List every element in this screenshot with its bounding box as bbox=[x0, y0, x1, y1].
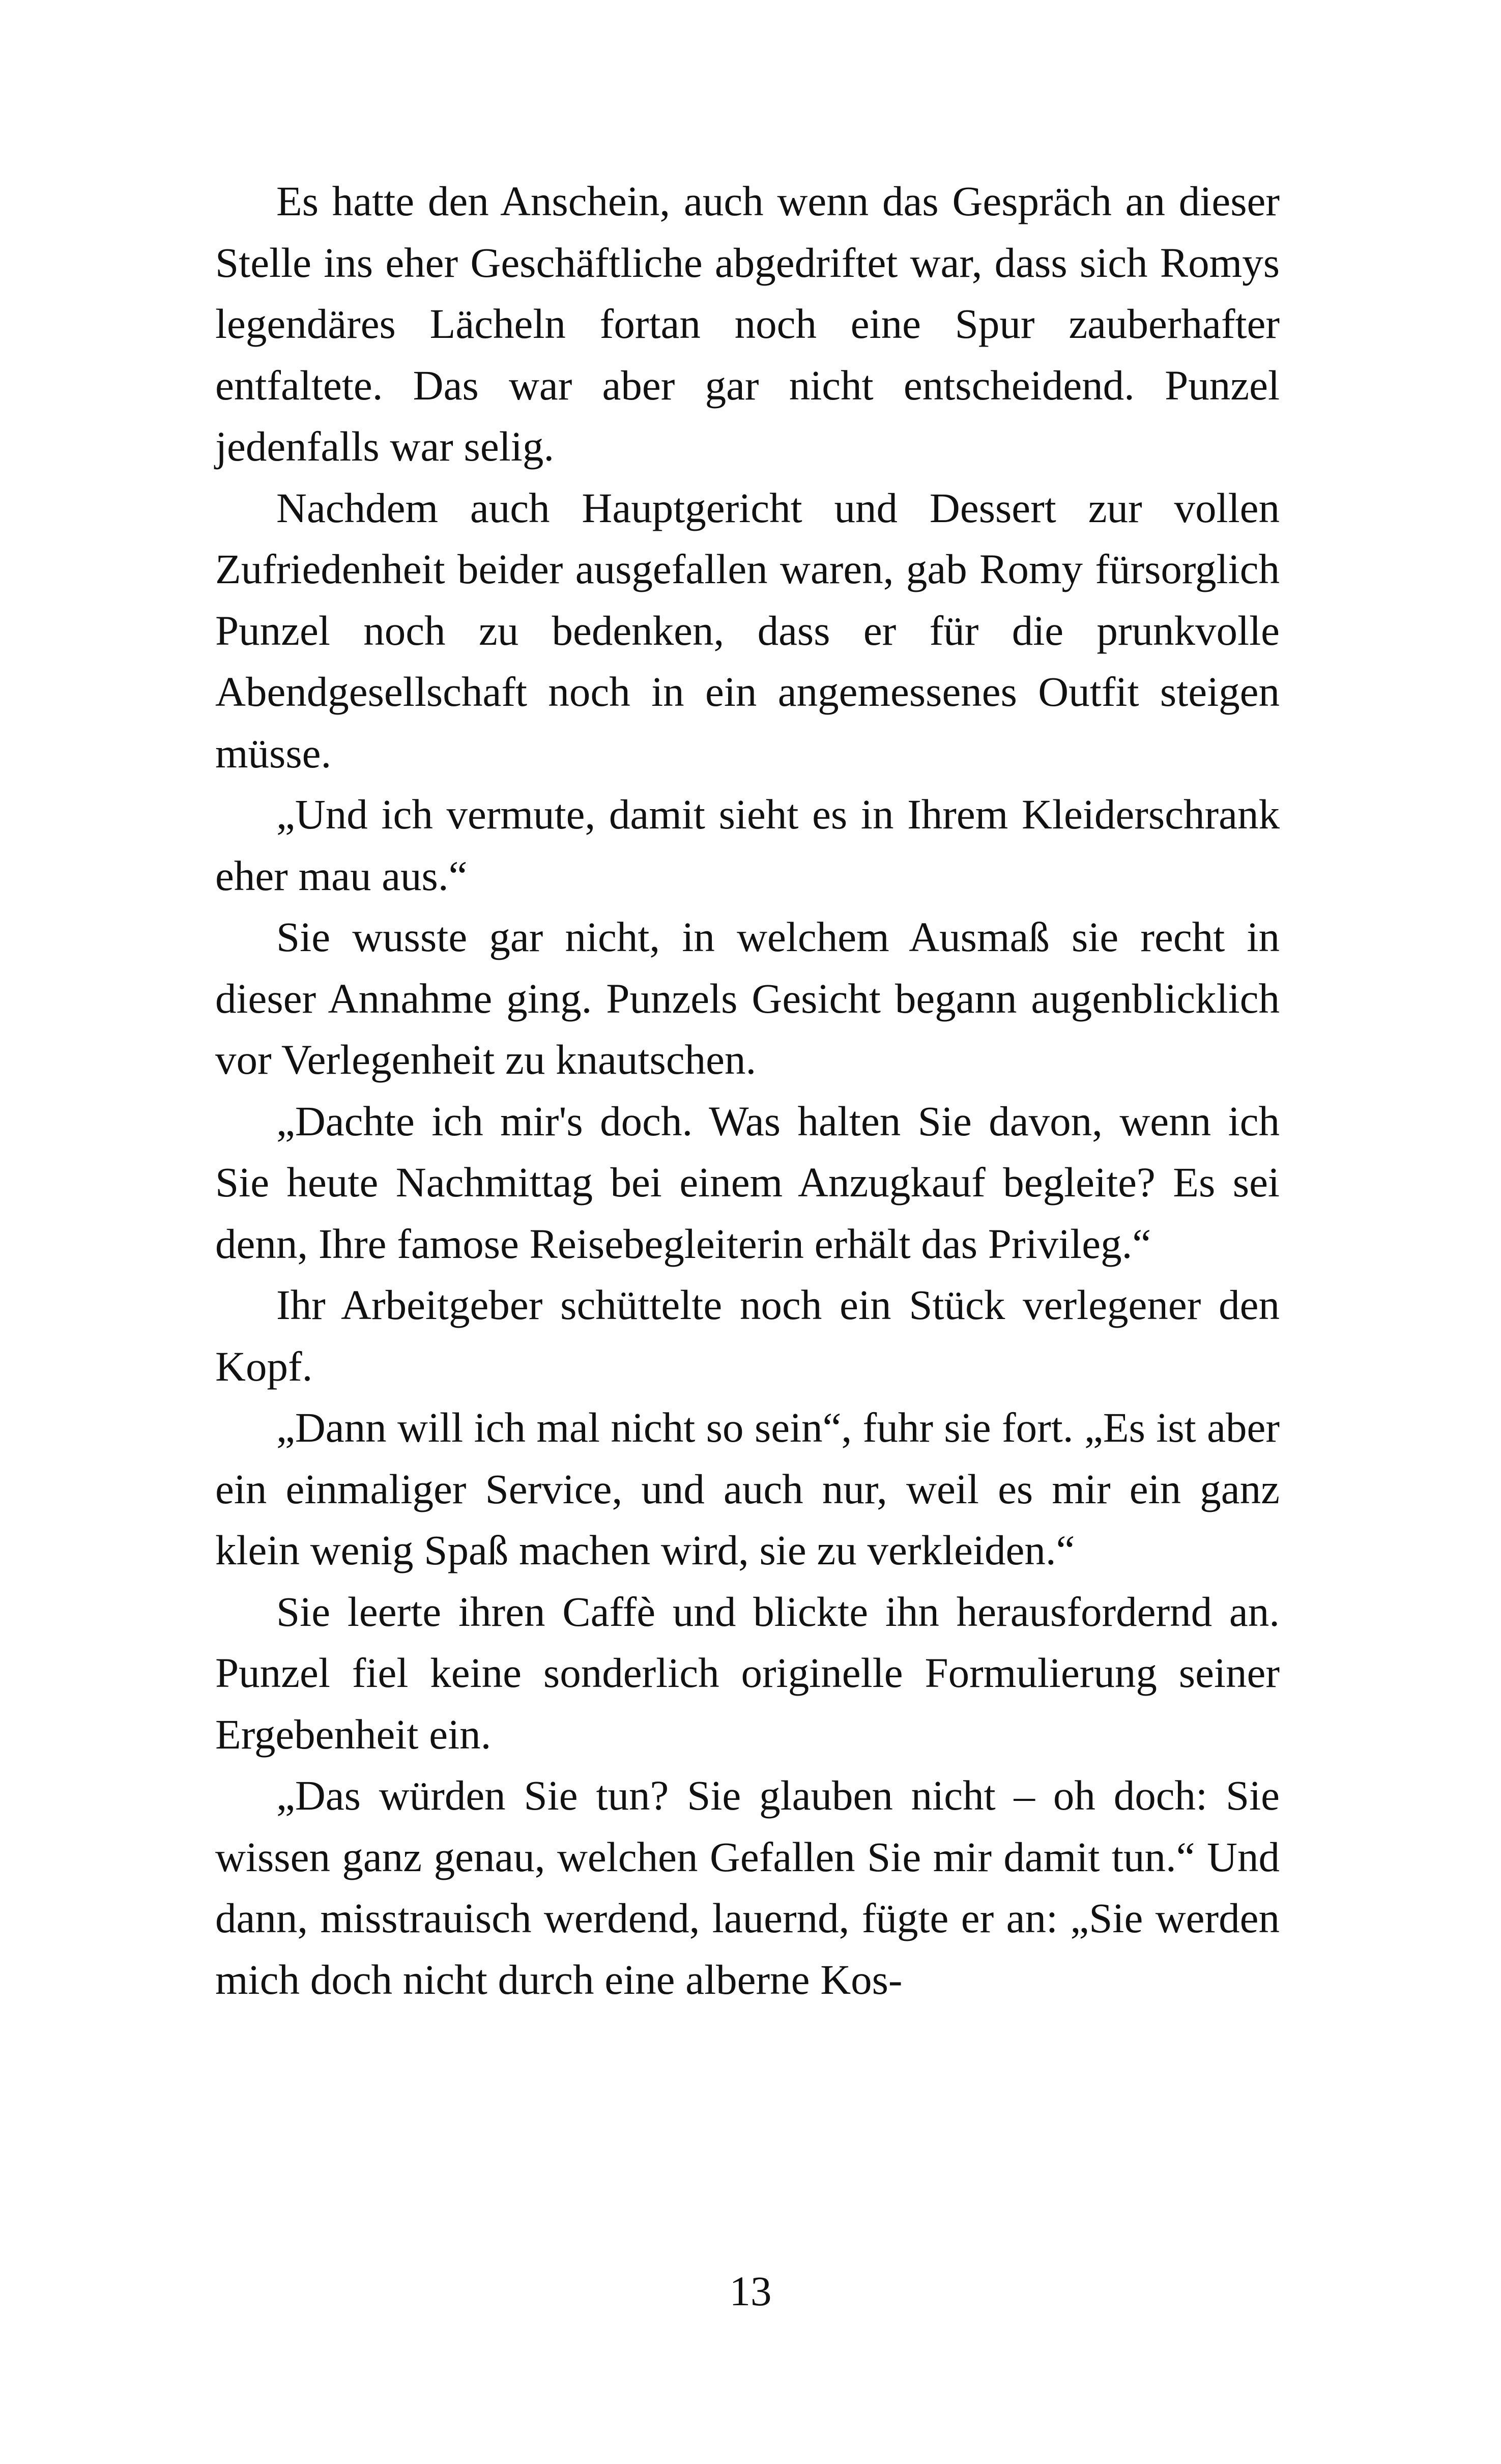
body-text bbox=[215, 170, 1280, 2010]
paragraph: Ihr Arbeitgeber schüttelte noch ein Stück verlegener den Kopf. bbox=[215, 1281, 1280, 1390]
paragraph: Sie wusste gar nicht, in welchem Ausmaß sie recht in dieser Annahme ging. Punzels Gesicht begann augenblicklich vor Verlegenheit zu knautschen. bbox=[215, 913, 1280, 1083]
paragraph: „Und ich vermute, damit sieht es in Ihrem Kleiderschrank eher mau aus.“ bbox=[215, 791, 1280, 899]
paragraph: Sie leerte ihren Caffè und blickte ihn herausfordernd an. Punzel fiel keine sonderlich originelle Formulierung seiner Ergebenheit ein. bbox=[215, 1588, 1280, 1758]
paragraph: Es hatte den Anschein, auch wenn das Gespräch an dieser Stelle ins eher Geschäftliche abgedriftet war, dass sich Romys legendäres Lächeln fortan noch eine Spur zauberhafter entfaltete. Das war aber gar nicht entscheidend. Punzel jedenfalls war selig. bbox=[215, 178, 1280, 470]
paragraph: „Dann will ich mal nicht so sein“, fuhr sie fort. „Es ist aber ein einmaliger Service, und auch nur, weil es mir ein ganz klein wenig Spaß machen wird, sie zu verkleiden.“ bbox=[215, 1404, 1280, 1573]
paragraph: „Dachte ich mir's doch. Was halten Sie davon, wenn ich Sie heute Nachmittag bei einem Anzugkauf begleite? Es sei denn, Ihre famose Reisebegleiterin erhält das Privileg.“ bbox=[215, 1097, 1280, 1267]
paragraph: „Das würden Sie tun? Sie glauben nicht – oh doch: Sie wissen ganz genau, welchen Gefallen Sie mir damit tun.“ Und dann, misstrauisch werdend, lauernd, fügte er an: „Sie werden mich doch nicht durch eine alberne Kos- bbox=[215, 1772, 1280, 2003]
paragraph: Nachdem auch Hauptgericht und Dessert zur vollen Zufriedenheit beider ausgefallen waren, gab Romy fürsorglich Punzel noch zu bedenken, dass er für die prunkvolle Abendgesellschaft noch in ein angemessenes Outfit steigen müsse. bbox=[215, 484, 1280, 777]
page-number: 13 bbox=[729, 2268, 772, 2314]
